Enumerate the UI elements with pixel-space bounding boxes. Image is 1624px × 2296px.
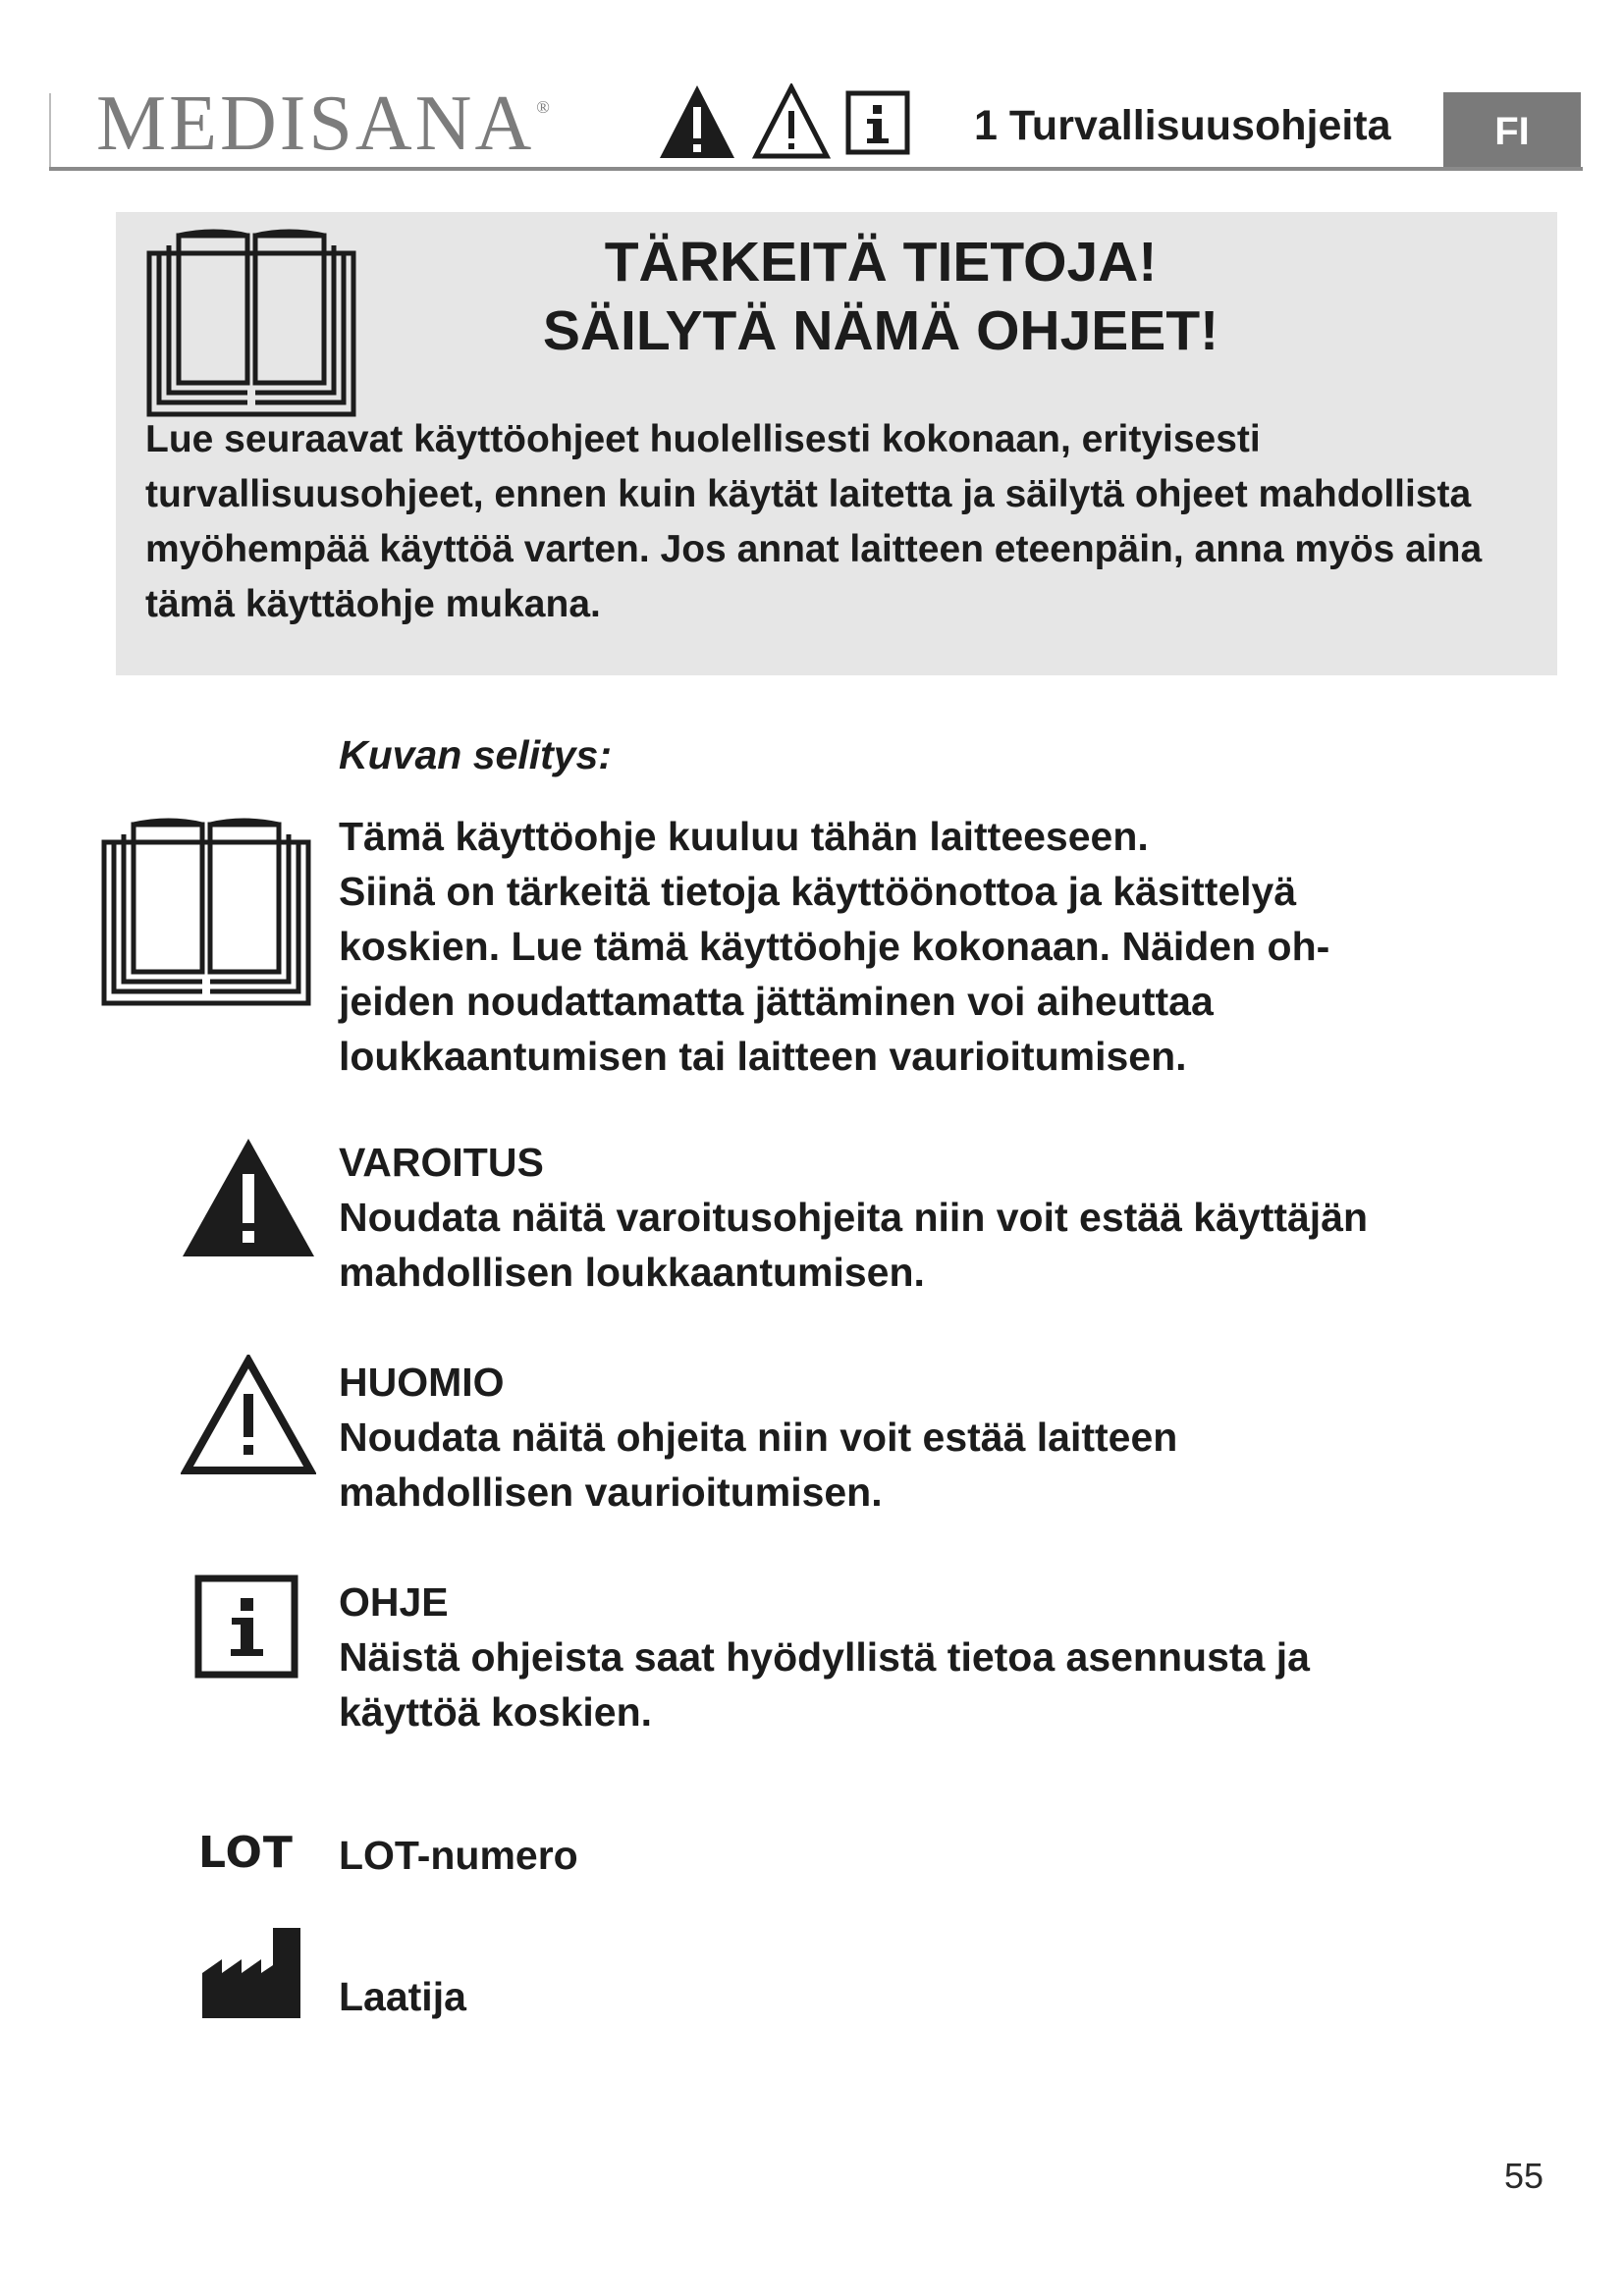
info-box-icon xyxy=(848,93,907,152)
legend-heading: Kuvan selitys: xyxy=(339,732,612,777)
manual-line3: koskien. Lue tämä käyttöohje kokonaan. Näiden oh- xyxy=(339,924,1330,969)
warning-line1: Noudata näitä varoitusohjeita niin voit estää käyttäjän xyxy=(339,1195,1369,1240)
warning-filled-icon xyxy=(660,85,734,158)
legend-entry-caution xyxy=(0,1355,1624,1541)
lot-text xyxy=(339,1828,1566,1883)
manual-text xyxy=(339,809,1566,1084)
caution-line2: mahdollisen vaurioitumisen. xyxy=(339,1469,883,1515)
note-title: OHJE xyxy=(339,1579,449,1625)
legend-entry-note xyxy=(0,1575,1624,1761)
note-line1: Näistä ohjeista saat hyödyllistä tietoa asennusta ja xyxy=(339,1634,1310,1680)
manual-line2: Siinä on tärkeitä tietoja käyttöönottoa ja käsittelyä xyxy=(339,869,1297,914)
legend-entry-manual xyxy=(0,805,1624,1099)
manual-line4: jeiden noudattamatta jättäminen voi aiheuttaa xyxy=(339,979,1214,1024)
info-icon xyxy=(194,1575,298,1679)
important-title-line2: SÄILYTÄ NÄMÄ OHJEET! xyxy=(542,299,1219,362)
warning-icon xyxy=(181,1137,316,1258)
legend-entry-lot xyxy=(0,1828,1624,1896)
caution-text xyxy=(339,1355,1566,1520)
manufacturer-text xyxy=(339,1969,1566,2024)
warning-title: VAROITUS xyxy=(339,1140,544,1185)
language-tab: FI xyxy=(1443,92,1581,171)
brand-logo xyxy=(96,80,553,167)
header-symbols xyxy=(658,83,923,162)
legend-entry-manufacturer xyxy=(0,1924,1624,2032)
note-line2: käyttöä koskien. xyxy=(339,1689,653,1735)
lot-label: LOT-numero xyxy=(339,1833,578,1878)
lot-symbol: LOT xyxy=(198,1828,294,1878)
brand-name: MEDISANA xyxy=(96,80,535,167)
brand-registered-mark: ® xyxy=(536,97,553,117)
page-header xyxy=(0,0,1624,177)
header-rule xyxy=(49,167,1583,171)
logo-divider xyxy=(49,93,51,167)
manufacturer-label: Laatija xyxy=(339,1974,466,2019)
important-title-line1: TÄRKEITÄ TIETOJA! xyxy=(604,231,1158,294)
caution-outline-icon xyxy=(756,87,827,156)
manual-book-icon xyxy=(100,815,312,1007)
caution-line1: Noudata näitä ohjeita niin voit estää laitteen xyxy=(339,1415,1178,1460)
caution-title: HUOMIO xyxy=(339,1360,505,1405)
important-info-box xyxy=(116,212,1557,675)
warning-line2: mahdollisen loukkaantumisen. xyxy=(339,1250,925,1295)
important-title xyxy=(116,228,1624,365)
section-title: 1 Turvallisuusohjeita xyxy=(974,102,1391,149)
caution-icon xyxy=(181,1355,316,1476)
note-text xyxy=(339,1575,1566,1739)
legend-entry-warning xyxy=(0,1135,1624,1321)
warning-text xyxy=(339,1135,1566,1300)
page-number: 55 xyxy=(1504,2156,1544,2196)
manual-line1: Tämä käyttöohje kuuluu tähän laitteeseen. xyxy=(339,814,1149,859)
important-body: Lue seuraavat käyttöohjeet huolellisesti kokonaan, erityisesti turvallisuusohjeet, ennen kuin käytät laitetta ja säilytä ohjeet mahdollista myöhempää käyttöä varten. Jos annat laitteen eteenpäin, anna myös aina tämä käyttäohje mukana. xyxy=(145,418,1483,625)
manufacturer-icon xyxy=(202,1928,300,2018)
manual-line5: loukkaantumisen tai laitteen vaurioitumisen. xyxy=(339,1034,1187,1079)
